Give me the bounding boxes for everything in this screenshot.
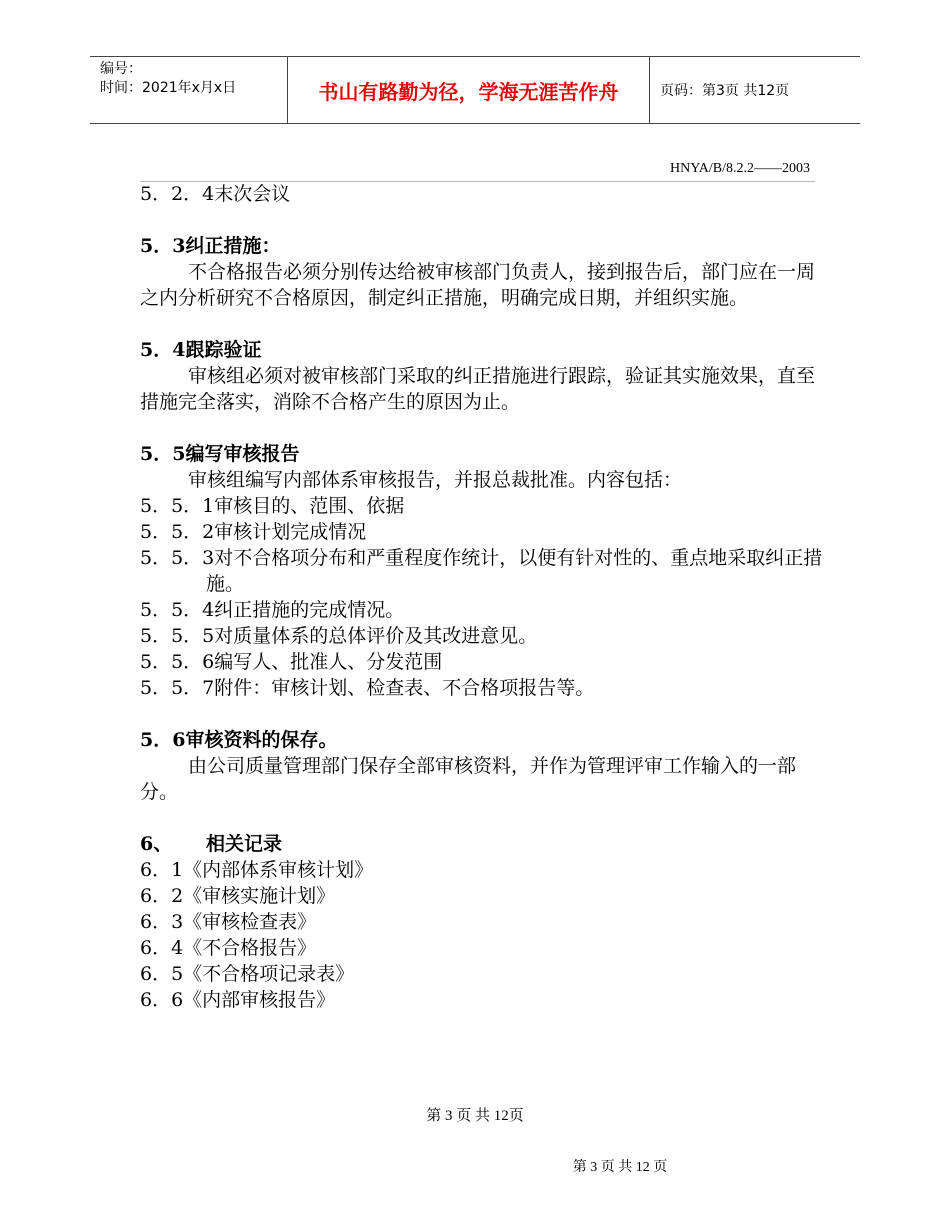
section-5-4-paragraph: 审核组必须对被审核部门采取的纠正措施进行跟踪，验证其实施效果，直至措施完全落实，消除不合格产生的原因为止。	[140, 365, 816, 413]
item-5-2-4: 5．2．4末次会议	[140, 183, 291, 205]
page-number-bottom: 第 3 页 共 12 页	[572, 1160, 668, 1175]
section-5-4-title: 5．4跟踪验证	[140, 339, 262, 361]
item-5-5-3: 5．5．3对不合格项分布和严重程度作统计，以便有针对性的、重点地采取纠正措施。	[140, 547, 823, 595]
section-5-6-paragraph: 由公司质量管理部门保存全部审核资料，并作为管理评审工作输入的一部分。	[140, 755, 797, 803]
header-table	[90, 56, 860, 124]
record-6-3: 6．3《审核检查表》	[140, 911, 317, 933]
document-body	[140, 181, 830, 1013]
record-6-2: 6．2《审核实施计划》	[140, 885, 336, 907]
header-page-label: 页码：第3页 共12页	[660, 83, 790, 99]
section-6-label: 相关记录	[206, 833, 283, 855]
section-6-number: 6、	[140, 833, 173, 855]
item-5-5-4: 5．5．4纠正措施的完成情况。	[140, 599, 405, 621]
item-5-5-1: 5．5．1审核目的、范围、依据	[140, 495, 405, 517]
header-motto: 书山有路勤为径，学海无涯苦作舟	[287, 57, 650, 123]
code-label: 编号：	[100, 61, 142, 77]
item-5-5-5: 5．5．5对质量体系的总体评价及其改进意见。	[140, 625, 538, 647]
item-5-5-7: 5．5．7附件：审核计划、检查表、不合格项报告等。	[140, 677, 595, 699]
section-6-title	[140, 831, 830, 857]
header-left-cell	[90, 57, 287, 123]
record-6-5: 6．5《不合格项记录表》	[140, 963, 355, 985]
document-number: HNYA/B/8.2.2——2003	[669, 161, 810, 176]
section-5-3-paragraph: 不合格报告必须分别传达给被审核部门负责人，接到报告后，部门应在一周之内分析研究不合格原因，制定纠正措施，明确完成日期，并组织实施。	[140, 261, 816, 309]
item-5-5-6: 5．5．6编写人、批准人、分发范围	[140, 651, 443, 673]
section-5-6-title: 5．6审核资料的保存。	[140, 729, 338, 751]
time-label: 时间：2021年x月x日	[100, 80, 237, 96]
record-6-4: 6．4《不合格报告》	[140, 937, 317, 959]
section-5-5-paragraph: 审核组编写内部体系审核报告，并报总裁批准。内容包括：	[188, 469, 683, 491]
record-6-6: 6．6《内部审核报告》	[140, 989, 336, 1011]
item-5-5-2: 5．5．2审核计划完成情况	[140, 521, 367, 543]
section-5-3-title: 5．3纠正措施：	[140, 235, 281, 257]
section-5-5-title: 5．5编写审核报告	[140, 443, 300, 465]
record-6-1: 6．1《内部体系审核计划》	[140, 859, 374, 881]
page-number-center: 第 3 页 共 12页	[426, 1108, 524, 1124]
